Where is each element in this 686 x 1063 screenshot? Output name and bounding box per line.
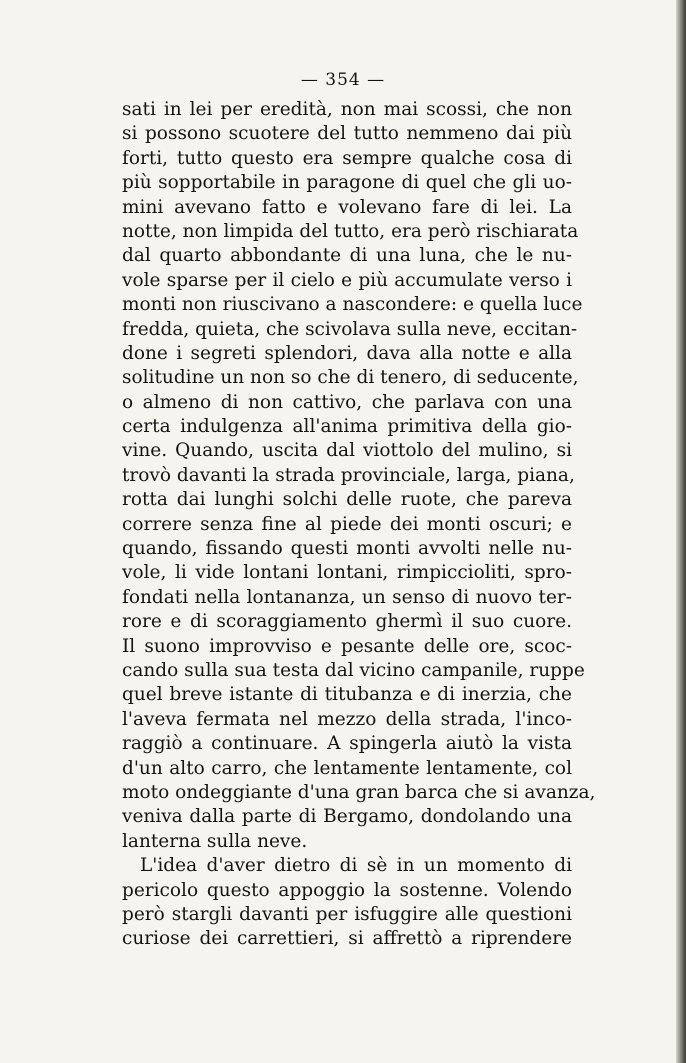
text-line: done i segreti splendori, dava alla notte e alla — [122, 342, 572, 364]
text-line: solitudine un non so che di tenero, di seducente, — [122, 367, 579, 389]
text-line: notte, non limpida del tutto, era però rischiarata — [122, 220, 579, 242]
page-number: — 354 — — [300, 70, 386, 90]
paragraph — [122, 854, 572, 952]
text-line: quando, fissando questi monti avvolti nelle nu- — [122, 538, 572, 560]
text-line: monti non riuscivano a nascondere: e quella luce — [122, 294, 583, 316]
text-line: certa indulgenza all'anima primitiva della gio- — [122, 416, 572, 438]
text-line: fredda, quieta, che scivolava sulla neve, eccitan- — [122, 318, 578, 340]
text-line: l'aveva fermata nel mezzo della strada, l'inco- — [122, 708, 572, 730]
text-line: trovò davanti la strada provinciale, larga, piana, — [122, 464, 575, 486]
text-line: correre senza fine al piede dei monti oscuri; e — [122, 513, 572, 535]
text-line: rore e di scoraggiamento ghermì il suo cuore. — [122, 611, 572, 633]
text-line: d'un alto carro, che lentamente lentamente, col — [122, 757, 572, 779]
text-line: vole sparse per il cielo e più accumulate verso i — [122, 269, 572, 291]
text-line: vine. Quando, uscita dal viottolo del mulino, si — [122, 440, 572, 462]
text-line: L'idea d'aver dietro di sè in un momento di — [140, 855, 572, 877]
text-line: quel breve istante di titubanza e di inerzia, che — [122, 684, 572, 706]
text-line: si possono scuotere del tutto nemmeno dai più — [122, 123, 572, 145]
page-edge-shadow — [676, 0, 686, 1063]
text-line: pericolo questo appoggio la sostenne. Volendo — [122, 879, 572, 901]
body-text — [122, 98, 596, 952]
text-line: più sopportabile in paragone di quel che gli uo- — [122, 172, 572, 194]
text-line: forti, tutto questo era sempre qualche cosa di — [122, 147, 572, 169]
text-line: però stargli davanti per isfuggire alle questioni — [122, 903, 572, 925]
text-line: o almeno di non cattivo, che parlava con una — [122, 391, 572, 413]
text-line: veniva dalla parte di Bergamo, dondolando una — [122, 806, 572, 828]
text-line: dal quarto abbondante di una luna, che le nu- — [122, 245, 572, 267]
text-line: cando sulla sua testa dal vicino campanile, ruppe — [122, 659, 585, 681]
text-line: mini avevano fatto e volevano fare di lei. La — [122, 196, 572, 218]
text-line: lanterna sulla neve. — [122, 830, 308, 852]
text-line: vole, li vide lontani lontani, rimpiccioliti, spro- — [122, 562, 572, 584]
text-line: rotta dai lunghi solchi delle ruote, che pareva — [122, 489, 572, 511]
text-line: raggiò a continuare. A spingerla aiutò la vista — [122, 733, 572, 755]
text-line: Il suono improvviso e pesante delle ore, scoc- — [122, 635, 572, 657]
text-line: sati in lei per eredità, non mai scossi, che non — [122, 99, 572, 120]
paragraph — [122, 98, 596, 854]
text-line: fondati nella lontananza, un senso di nuovo ter- — [122, 586, 572, 608]
text-line: curiose dei carrettieri, si affrettò a riprendere — [122, 928, 572, 950]
text-line: moto ondeggiante d'una gran barca che si avanza, — [122, 781, 596, 803]
